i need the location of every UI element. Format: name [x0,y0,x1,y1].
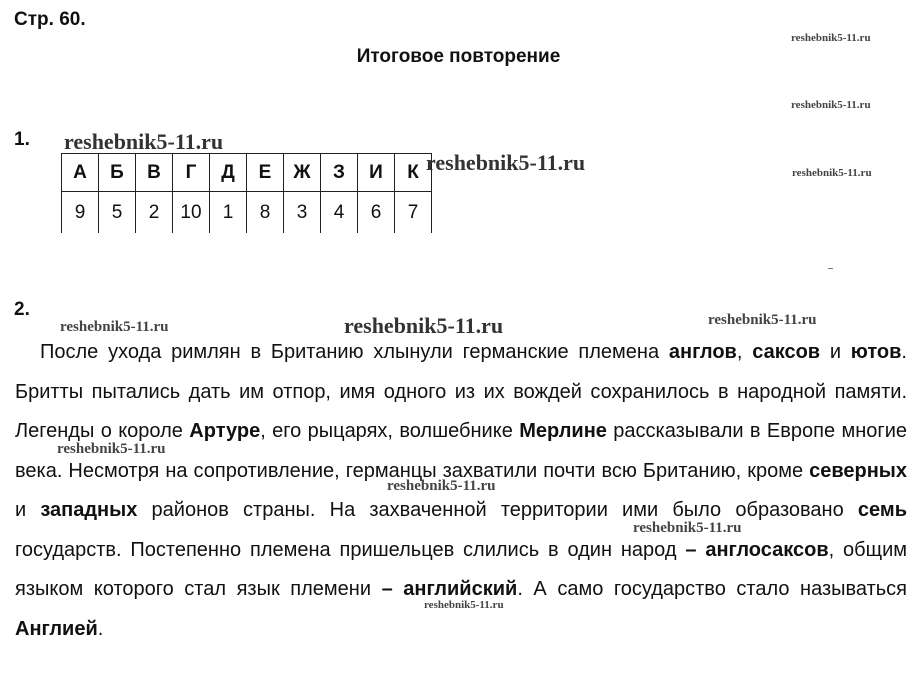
paragraph-text: После ухода римлян в Британию хлынули германские племена [40,341,669,363]
watermark: reshebnik5-11.ru [57,441,166,457]
watermark: reshebnik5-11.ru [64,129,224,154]
paragraph-text: , [736,341,753,363]
bold-answer-term: семь [857,499,907,521]
watermark: reshebnik5-11.ru [344,313,504,338]
answer-table-letter-cell: Ж [284,154,321,192]
answer-table-value-cell: 10 [173,192,210,234]
watermark: reshebnik5-11.ru [633,520,742,536]
paragraph-text: . Бритты пытались дать им отпор, имя одного из их вождей сохранилось в народной памяти. Легенды о короле [15,341,907,442]
watermark: reshebnik5-11.ru [708,312,817,328]
paragraph-text: и [820,341,851,363]
bold-answer-term: англов [668,341,737,363]
watermark: reshebnik5-11.ru [791,99,871,111]
answer-table-value-cell: 6 [358,192,395,234]
answer-table-letter-cell: Г [173,154,210,192]
answer-table-value-cell: 9 [62,192,99,234]
bold-answer-term: Англией [15,617,98,640]
answer-table-value-cell: 3 [284,192,321,234]
bold-answer-term: северных [809,459,907,482]
page-label: Стр. 60. [14,9,86,30]
bold-answer-term: западных [40,499,138,521]
answer-table-value-cell: 8 [247,192,284,234]
answer-table-value-cell: 5 [99,192,136,234]
stray-mark [828,268,833,269]
bold-answer-term: – английский [381,578,518,600]
answer-table-letter-cell: Д [210,154,247,192]
answer-table-letter-cell: А [62,154,99,192]
bold-answer-term: саксов [752,341,821,363]
bold-answer-term: – англосаксов [685,538,829,561]
answer-table-letter-cell: Б [99,154,136,192]
answer-table-letter-cell: В [136,154,173,192]
paragraph-text: , общим языком которого стал язык племени [15,538,907,600]
answer-table-value-cell: 7 [395,192,432,234]
section-title: Итоговое повторение [356,46,561,67]
paragraph-text: . [97,617,104,640]
answer-table-value-cell: 4 [321,192,358,234]
paragraph-text: . А само государство стало называться [517,578,908,600]
answer-table [61,153,432,233]
paragraph-text: и [15,499,41,521]
watermark: reshebnik5-11.ru [60,319,169,335]
watermark: reshebnik5-11.ru [792,167,872,179]
watermark: reshebnik5-11.ru [387,478,496,494]
paragraph-text: районов страны. На захваченной территории ими было образовано [137,499,858,521]
task-1-number: 1. [14,129,30,150]
task-2-number: 2. [14,299,30,320]
answer-table-letter-cell: З [321,154,358,192]
bold-answer-term: Мерлине [519,420,607,442]
watermark: reshebnik5-11.ru [424,599,504,611]
answer-table-letters-row [62,154,432,192]
paragraph-text: государств. Постепенно племена пришельцев слились в один народ [15,538,686,561]
answer-table-letter-cell: И [358,154,395,192]
paragraph-text: рассказывали в Европе многие века. Несмотря на сопротивление, германцы захватили почти всю Британию, кроме [15,420,907,482]
answer-table-letter-cell: К [395,154,432,192]
answer-table-letter-cell: Е [247,154,284,192]
bold-answer-term: Артуре [189,420,261,442]
paragraph-text: , его рыцарях, волшебнике [260,420,520,442]
bold-answer-term: ютов [850,341,902,363]
watermark: reshebnik5-11.ru [791,32,871,44]
watermark: reshebnik5-11.ru [426,150,586,175]
answer-table-value-cell: 2 [136,192,173,234]
answer-table-value-cell: 1 [210,192,247,234]
answer-table-values-row [62,192,432,234]
